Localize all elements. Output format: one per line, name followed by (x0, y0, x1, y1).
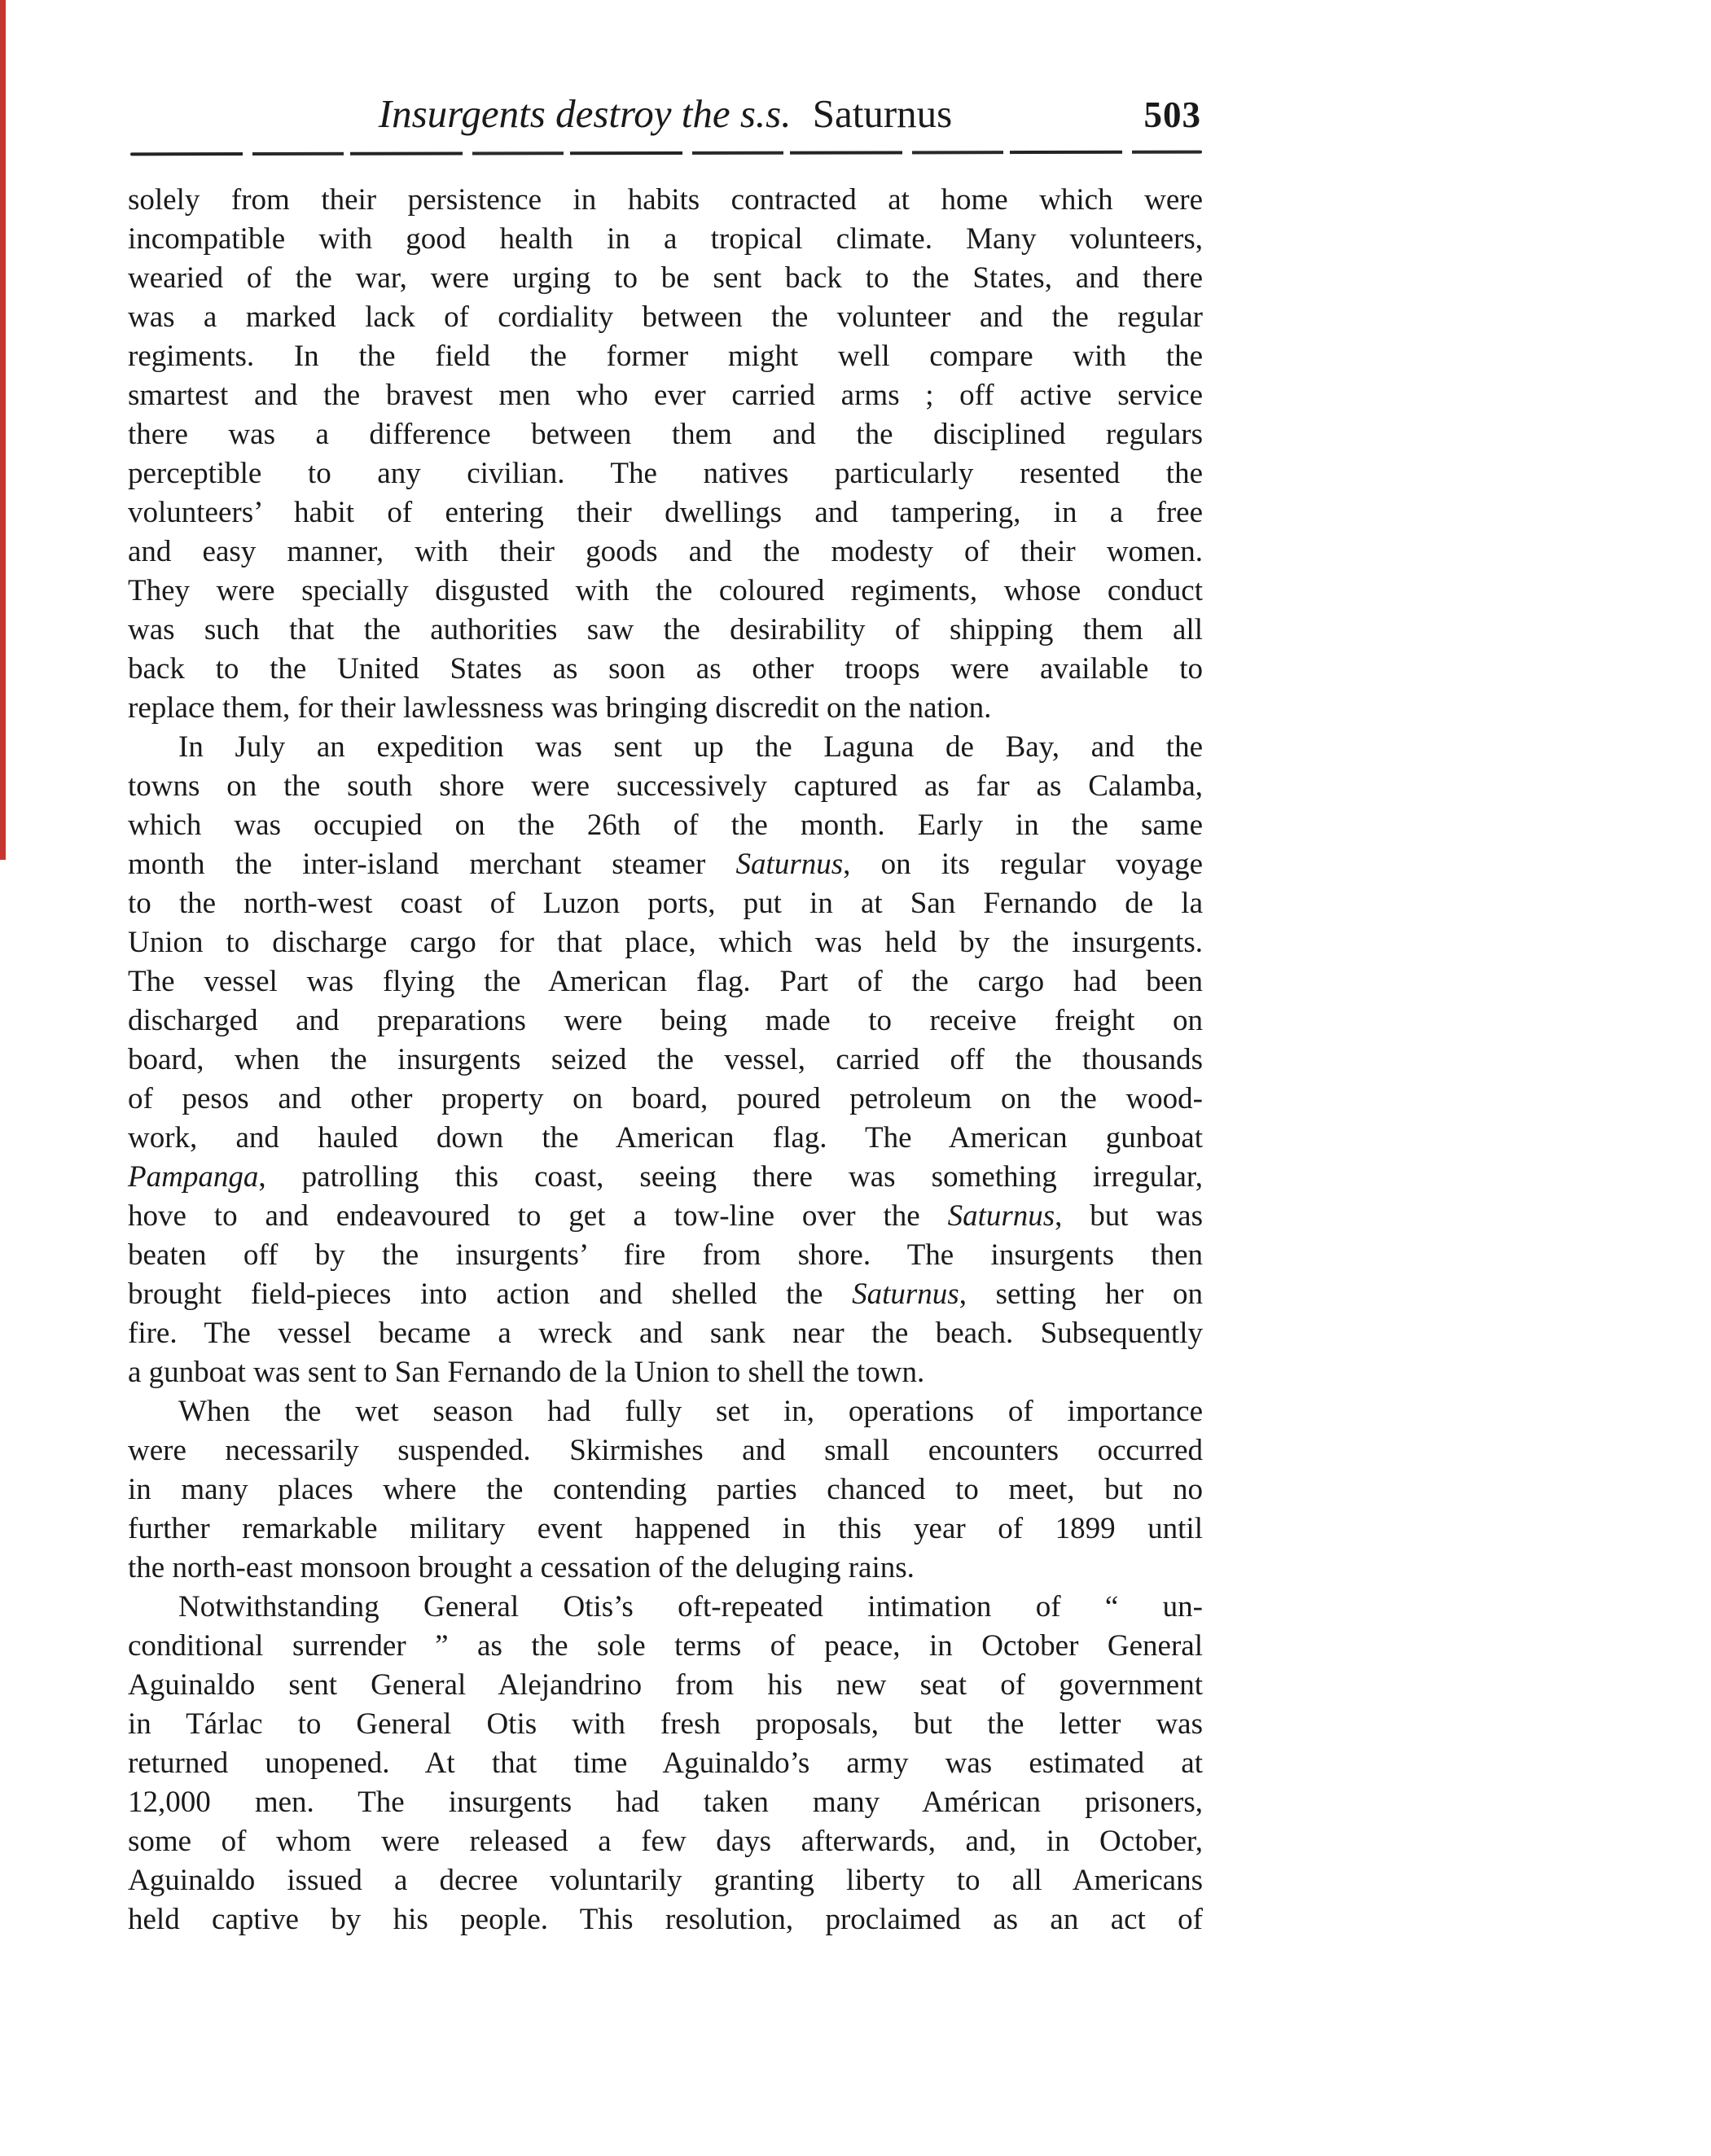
text-line (128, 1627, 1203, 1666)
text-segment: month the inter-island merchant steamer (128, 848, 736, 881)
text-line (128, 1666, 1203, 1705)
text-segment: was such that the authorities saw the desirability of shipping them all (128, 613, 1203, 646)
page-header (128, 91, 1203, 140)
text-segment: fire. The vessel became a wreck and sank near the beach. Subsequently (128, 1317, 1203, 1350)
text-line (128, 298, 1203, 337)
text-line (128, 767, 1203, 806)
text-segment: brought field-pieces into action and shelled the (128, 1277, 853, 1311)
text-segment: towns on the south shore were successively captured as far as Calamba, (128, 769, 1203, 803)
text-segment: volunteers’ habit of entering their dwellings and tampering, in a free (128, 496, 1203, 529)
text-block (128, 181, 1203, 1939)
text-segment: They were specially disgusted with the coloured regiments, whose conduct (128, 574, 1203, 607)
text-line (128, 845, 1203, 884)
text-segment: Aguinaldo issued a decree voluntarily granting liberty to all Americans (128, 1864, 1203, 1897)
paragraph (128, 181, 1203, 728)
text-segment: The vessel was flying the American flag. Part of the cargo had been (128, 965, 1203, 998)
text-line (128, 1119, 1203, 1158)
paragraph (128, 728, 1203, 1392)
text-segment: of pesos and other property on board, poured petroleum on the wood- (128, 1082, 1203, 1115)
text-line (128, 689, 1203, 728)
text-segment: a gunboat was sent to San Fernando de la Union to shell the town. (128, 1356, 925, 1389)
text-segment: , setting her on (959, 1277, 1203, 1311)
text-segment: which was occupied on the 26th of the month. Early in the same (128, 808, 1203, 842)
text-segment: returned unopened. At that time Aguinaldo’s army was estimated at (128, 1746, 1203, 1780)
text-segment: beaten off by the insurgents’ fire from shore. The insurgents then (128, 1238, 1203, 1272)
text-segment: board, when the insurgents seized the vessel, carried off the thousands (128, 1043, 1203, 1076)
text-line (128, 1275, 1203, 1314)
text-segment: to the north-west coast of Luzon ports, put in at San Fernando de la (128, 887, 1203, 920)
text-line (128, 1783, 1203, 1822)
text-segment: incompatible with good health in a tropical climate. Many volunteers, (128, 222, 1203, 256)
page-number: 503 (1143, 94, 1201, 135)
text-segment: Notwithstanding General Otis’s oft-repeated intimation of “ un- (178, 1590, 1203, 1624)
text-segment: back to the United States as soon as other troops were available to (128, 652, 1203, 686)
text-segment: smartest and the bravest men who ever carried arms ; off active service (128, 379, 1203, 412)
text-line (128, 532, 1203, 572)
text-line (128, 728, 1203, 767)
ship-name-italic: Saturnus (852, 1277, 959, 1311)
text-line (128, 884, 1203, 923)
ship-name-italic: Saturnus (947, 1199, 1055, 1233)
text-line (128, 337, 1203, 376)
text-line (128, 415, 1203, 454)
text-line (128, 1900, 1203, 1939)
text-line (128, 1588, 1203, 1627)
text-segment: In July an expedition was sent up the Laguna de Bay, and the (178, 730, 1203, 764)
text-line (128, 181, 1203, 220)
text-segment: perceptible to any civilian. The natives particularly resented the (128, 457, 1203, 490)
text-segment: there was a difference between them and the disciplined regulars (128, 418, 1203, 451)
text-segment: conditional surrender ” as the sole terms of peace, in October General (128, 1629, 1203, 1663)
text-line (128, 1861, 1203, 1900)
text-line (128, 806, 1203, 845)
text-segment: 12,000 men. The insurgents had taken many Américan prisoners, (128, 1786, 1203, 1819)
text-line (128, 1470, 1203, 1510)
text-segment: some of whom were released a few days afterwards, and, in October, (128, 1825, 1203, 1858)
text-line (128, 1510, 1203, 1549)
text-line (128, 376, 1203, 415)
text-line (128, 1822, 1203, 1861)
text-line (128, 493, 1203, 532)
ship-name-italic: Saturnus (735, 848, 844, 881)
text-line (128, 923, 1203, 962)
text-segment: When the wet season had fully set in, operations of importance (178, 1395, 1203, 1428)
text-segment: replace them, for their lawlessness was bringing discredit on the nation. (128, 691, 992, 725)
text-segment: , on its regular voyage (843, 848, 1203, 881)
text-segment: the north-east monsoon brought a cessation of the deluging rains. (128, 1551, 915, 1584)
text-line (128, 220, 1203, 259)
running-head (128, 91, 1203, 137)
paragraph (128, 1392, 1203, 1588)
text-line (128, 572, 1203, 611)
text-segment: Aguinaldo sent General Alejandrino from his new seat of government (128, 1668, 1203, 1702)
text-segment: held captive by his people. This resolution, proclaimed as an act of (128, 1903, 1203, 1936)
text-segment: regiments. In the field the former might well compare with the (128, 340, 1203, 373)
paragraph (128, 1588, 1203, 1939)
header-rule (130, 151, 1202, 156)
text-line (128, 454, 1203, 493)
text-segment: further remarkable military event happened in this year of 1899 until (128, 1512, 1203, 1545)
text-segment: wearied of the war, were urging to be sent back to the States, and there (128, 261, 1203, 295)
text-segment: hove to and endeavoured to get a tow-line over the (128, 1199, 948, 1233)
text-line (128, 611, 1203, 650)
text-line (128, 1705, 1203, 1744)
text-line (128, 1353, 1203, 1392)
text-segment: was a marked lack of cordiality between the volunteer and the regular (128, 300, 1203, 334)
text-line (128, 1197, 1203, 1236)
text-line (128, 1314, 1203, 1353)
text-line (128, 1080, 1203, 1119)
text-line (128, 1041, 1203, 1080)
text-line (128, 1392, 1203, 1431)
text-segment: work, and hauled down the American flag. The American gunboat (128, 1121, 1203, 1155)
text-line (128, 259, 1203, 298)
ship-name-italic: Pampanga (128, 1160, 259, 1194)
text-segment: and easy manner, with their goods and the modesty of their women. (128, 535, 1203, 568)
text-line (128, 1158, 1203, 1197)
text-segment: , but was (1055, 1199, 1203, 1233)
red-margin-line (0, 0, 6, 860)
text-segment: discharged and preparations were being made to receive freight on (128, 1004, 1203, 1037)
text-segment: in Tárlac to General Otis with fresh proposals, but the letter was (128, 1707, 1203, 1741)
text-segment: were necessarily suspended. Skirmishes and small encounters occurred (128, 1434, 1203, 1467)
text-line (128, 1236, 1203, 1275)
text-line (128, 1001, 1203, 1041)
text-line (128, 1549, 1203, 1588)
text-line (128, 962, 1203, 1001)
running-head-italic: Insurgents destroy the s.s. (378, 91, 792, 136)
text-line (128, 1431, 1203, 1470)
running-head-ship-name: Saturnus (812, 91, 953, 136)
text-line (128, 650, 1203, 689)
text-segment: solely from their persistence in habits contracted at home which were (128, 183, 1203, 217)
text-line (128, 1744, 1203, 1783)
text-segment: Union to discharge cargo for that place, which was held by the insurgents. (128, 926, 1203, 959)
text-segment: , patrolling this coast, seeing there was something irregular, (258, 1160, 1203, 1194)
text-segment: in many places where the contending parties chanced to meet, but no (128, 1473, 1203, 1506)
